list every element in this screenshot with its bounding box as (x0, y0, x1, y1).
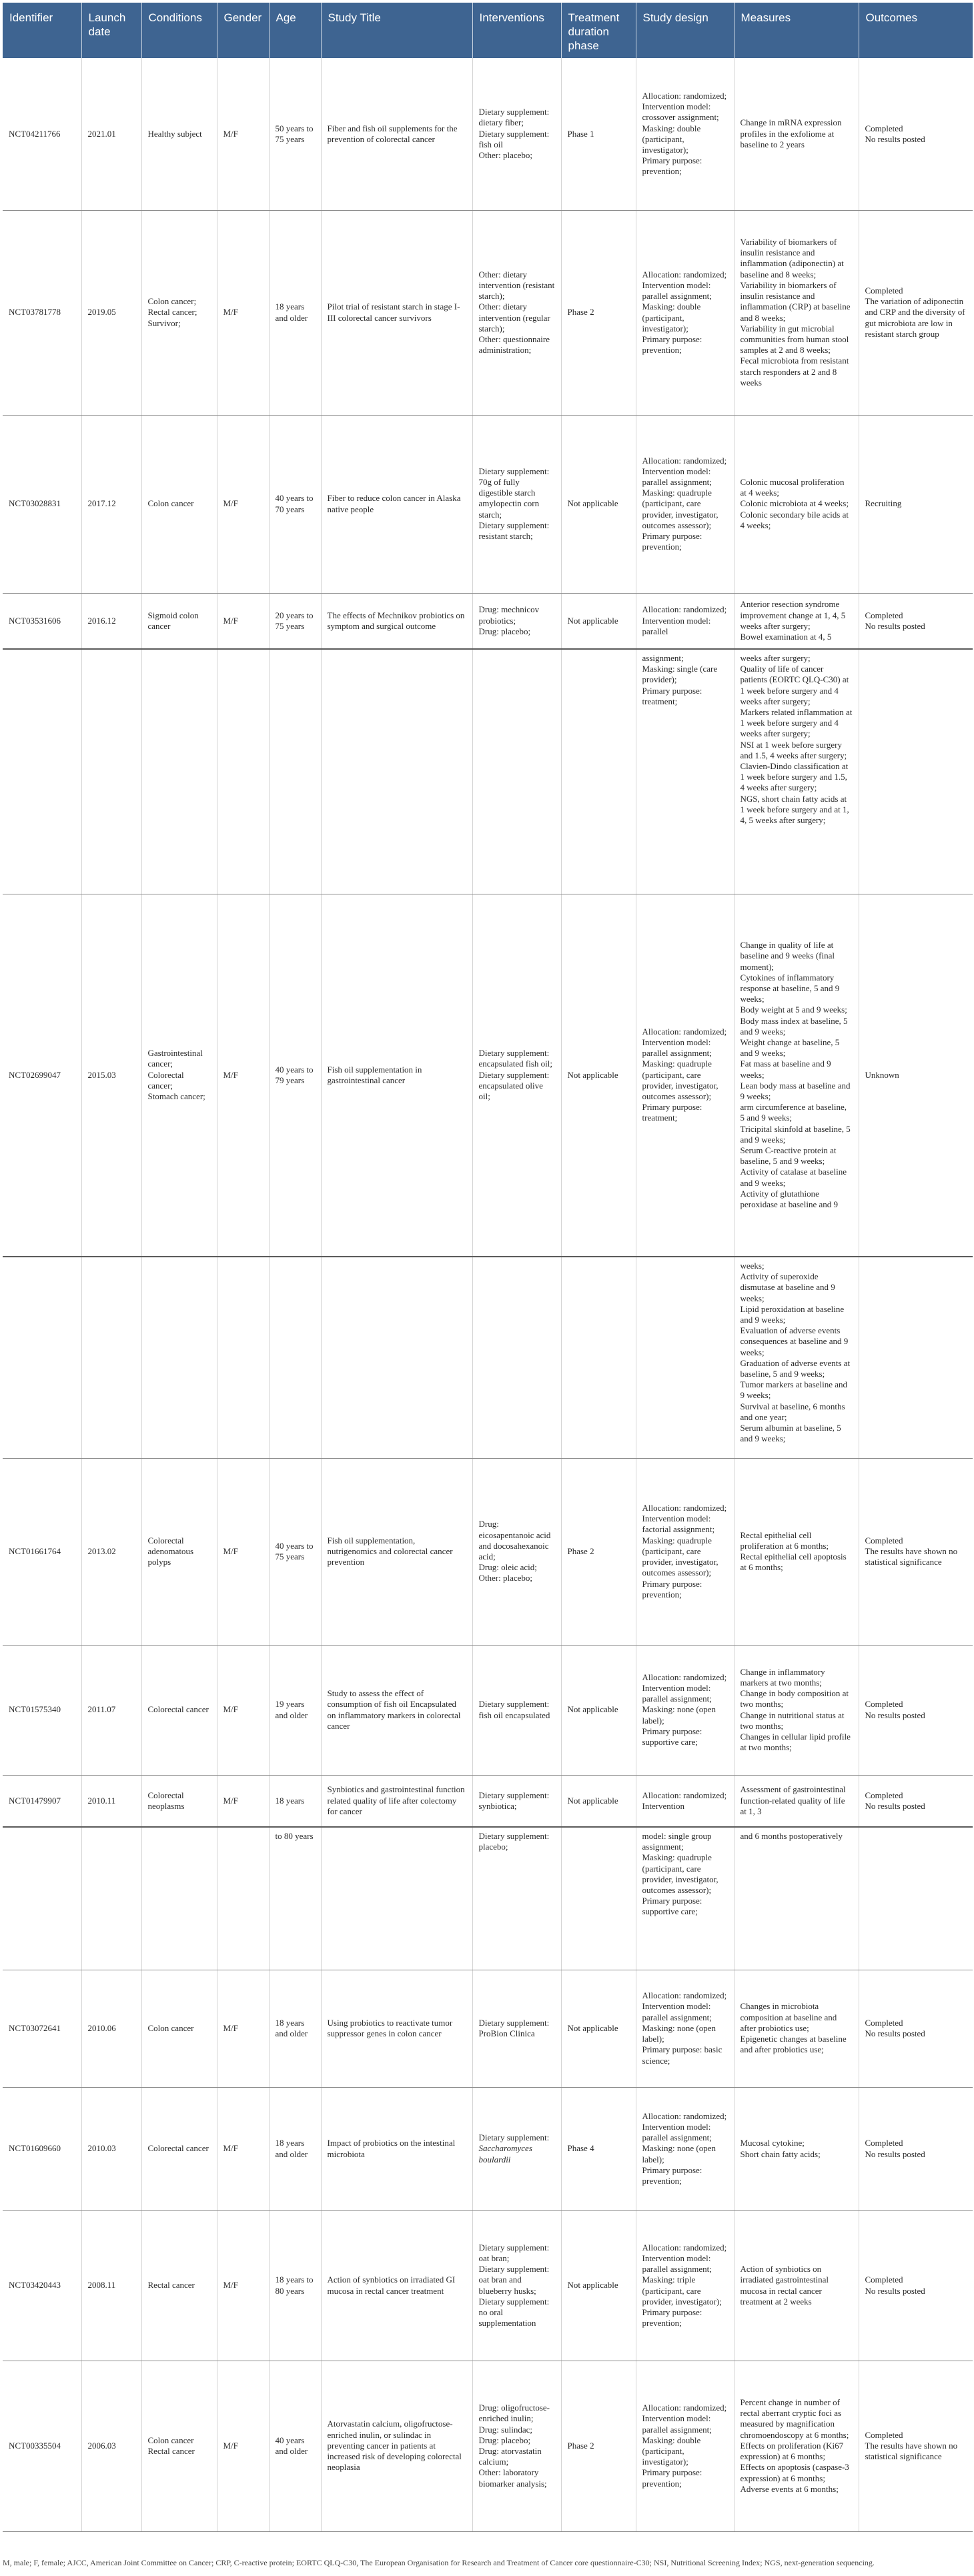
cell-outcomes: Completed No results posted (859, 593, 973, 649)
cell-launch-date: 2015.03 (81, 894, 141, 1257)
cell-outcomes: Completed No results posted (859, 58, 973, 210)
cell-study-design: Allocation: randomized; Intervention model: factorial assignment; Masking: quadruple (participant, care provider, investigator, outcomes assessor); Primary purpose: prevention; (636, 1458, 734, 1645)
cell-launch-date (81, 1257, 141, 1458)
cell-conditions: Colon cancer; Rectal cancer; Survivor; (141, 210, 217, 415)
table-row (3, 593, 973, 649)
cell-study-title (321, 649, 472, 894)
cell-launch-date: 2017.12 (81, 415, 141, 593)
header-row (3, 3, 973, 58)
cell-gender: M/F (217, 2210, 269, 2361)
cell-study-design: Allocation: randomized; Intervention model: crossover assignment; Masking: double (participant, investigator); Primary purpose: prevention; (636, 58, 734, 210)
cell-phase: Phase 1 (561, 58, 636, 210)
cell-conditions (141, 1257, 217, 1458)
table-row (3, 210, 973, 415)
table-row (3, 1645, 973, 1775)
cell-conditions: Colorectal cancer (141, 2087, 217, 2210)
table-row (3, 894, 973, 1257)
cell-conditions: Sigmoid colon cancer (141, 593, 217, 649)
cell-gender: M/F (217, 58, 269, 210)
header-study-design: Study design (636, 3, 734, 58)
cell-outcomes: Completed No results posted (859, 1970, 973, 2087)
cell-phase: Not applicable (561, 415, 636, 593)
cell-gender: M/F (217, 2087, 269, 2210)
table-row (3, 649, 973, 894)
table-row (3, 1970, 973, 2087)
cell-study-design: Allocation: randomized; Intervention model: parallel assignment; Masking: double (participant, investigator); Primary purpose: prevention; (636, 210, 734, 415)
cell-identifier: NCT01575340 (3, 1645, 81, 1775)
cell-study-title: Pilot trial of resistant starch in stage I-III colorectal cancer survivors (321, 210, 472, 415)
cell-age: 18 years and older (269, 1970, 321, 2087)
cell-age: to 80 years (269, 1827, 321, 1970)
cell-conditions: Colon cancer (141, 1970, 217, 2087)
cell-age: 20 years to 75 years (269, 593, 321, 649)
cell-launch-date: 2010.03 (81, 2087, 141, 2210)
cell-conditions: Healthy subject (141, 58, 217, 210)
cell-interventions: Other: dietary intervention (resistant starch); Other: dietary intervention (regular starch); Other: questionnaire administration; (472, 210, 561, 415)
cell-phase: Not applicable (561, 1645, 636, 1775)
cell-conditions: Colorectal adenomatous polyps (141, 1458, 217, 1645)
cell-interventions: Drug: eicosapentanoic acid and docosahexanoic acid; Drug: oleic acid; Other: placebo; (472, 1458, 561, 1645)
table-footnote: M, male; F, female; AJCC, American Joint Committee on Cancer; CRP, C-reactive protein; EORTC QLQ-C30, The European Organisation for Research and Treatment of Cancer core questionnaire-C30; NSI, Nutritional Screening Index; NGS, next-generation sequencing. (3, 2558, 875, 2567)
cell-interventions: Dietary supplement: placebo; (472, 1827, 561, 1970)
cell-age: 40 years and older (269, 2361, 321, 2531)
cell-age: 18 years (269, 1775, 321, 1827)
cell-age: 40 years to 79 years (269, 894, 321, 1257)
cell-launch-date: 2006.03 (81, 2361, 141, 2531)
cell-identifier: NCT03072641 (3, 1970, 81, 2087)
cell-gender: M/F (217, 1645, 269, 1775)
cell-phase (561, 1827, 636, 1970)
cell-outcomes (859, 649, 973, 894)
cell-gender: M/F (217, 415, 269, 593)
cell-measures: Action of synbiotics on irradiated gastrointestinal mucosa in rectal cancer treatment at 2 weeks (734, 2210, 859, 2361)
cell-identifier: NCT01661764 (3, 1458, 81, 1645)
cell-interventions: Dietary supplement: 70g of fully digestible starch amylopectin corn starch; Dietary supplement: resistant starch; (472, 415, 561, 593)
cell-interventions: Dietary supplement: encapsulated fish oil; Dietary supplement: encapsulated olive oil; (472, 894, 561, 1257)
cell-study-design (636, 1257, 734, 1458)
clinical-trials-table (3, 3, 973, 2532)
cell-interventions: Drug: oligofructose-enriched inulin; Drug: sulindac; Drug: placebo; Drug: atorvastatin calcium; Other: laboratory biomarker analysis; (472, 2361, 561, 2531)
cell-interventions: Dietary supplement: synbiotica; (472, 1775, 561, 1827)
cell-study-title: Fiber to reduce colon cancer in Alaska native people (321, 415, 472, 593)
cell-study-design: Allocation: randomized; Intervention model: parallel (636, 593, 734, 649)
cell-conditions (141, 649, 217, 894)
cell-phase: Not applicable (561, 593, 636, 649)
cell-gender: M/F (217, 210, 269, 415)
cell-interventions: Drug: mechnicov probiotics; Drug: placebo; (472, 593, 561, 649)
cell-study-title: Fiber and fish oil supplements for the prevention of colorectal cancer (321, 58, 472, 210)
cell-outcomes (859, 1827, 973, 1970)
cell-phase: Phase 2 (561, 2361, 636, 2531)
table-container (3, 3, 973, 2532)
cell-phase: Phase 2 (561, 1458, 636, 1645)
cell-measures: Change in inflammatory markers at two months; Change in body composition at two months; Change in nutritional status at two months; Changes in cellular lipid profile at two months; (734, 1645, 859, 1775)
cell-identifier (3, 649, 81, 894)
header-study-title: Study Title (321, 3, 472, 58)
header-outcomes: Outcomes (859, 3, 973, 58)
cell-launch-date (81, 1827, 141, 1970)
cell-outcomes: Completed No results posted (859, 2087, 973, 2210)
cell-study-title: Action of synbiotics on irradiated GI mucosa in rectal cancer treatment (321, 2210, 472, 2361)
cell-study-title: Fish oil supplementation in gastrointestinal cancer (321, 894, 472, 1257)
cell-phase: Not applicable (561, 1970, 636, 2087)
intervention-species: Saccharomyces boulardii (478, 2143, 532, 2164)
cell-age: 40 years to 75 years (269, 1458, 321, 1645)
cell-gender: M/F (217, 2361, 269, 2531)
cell-launch-date: 2010.11 (81, 1775, 141, 1827)
cell-interventions: Dietary supplement: dietary fiber; Dietary supplement: fish oil Other: placebo; (472, 58, 561, 210)
cell-launch-date: 2016.12 (81, 593, 141, 649)
cell-launch-date (81, 649, 141, 894)
cell-study-title: Impact of probiotics on the intestinal microbiota (321, 2087, 472, 2210)
cell-measures: and 6 months postoperatively (734, 1827, 859, 1970)
cell-conditions: Rectal cancer (141, 2210, 217, 2361)
intervention-type: Dietary supplement: (478, 2132, 550, 2143)
cell-interventions (472, 649, 561, 894)
table-row (3, 1257, 973, 1458)
cell-study-design: Allocation: randomized; Intervention model: parallel assignment; Masking: quadruple (participant, care provider, investigator, outcomes assessor); Primary purpose: treatment; (636, 894, 734, 1257)
cell-measures: Change in quality of life at baseline and 9 weeks (final moment); Cytokines of inflammatory response at baseline, 5 and 9 weeks; Body weight at 5 and 9 weeks; Body mass index at baseline, 5 and 9 weeks; Weight change at baseline, 5 and 9 weeks; Fat mass at baseline and 9 weeks; Lean body mass at baseline and 9 weeks; arm circumference at baseline, 5 and 9 weeks; Tricipital skinfold at baseline, 5 and 9 weeks; Serum C-reactive protein at baseline, 5 and 9 weeks; Activity of catalase at baseline and 9 weeks; Activity of glutathione peroxidase at baseline and 9 (734, 894, 859, 1257)
cell-study-design: Allocation: randomized; Intervention model: parallel assignment; Masking: triple (participant, care provider, investigator); Primary purpose: prevention; (636, 2210, 734, 2361)
cell-measures: Variability of biomarkers of insulin resistance and inflammation (adiponectin) at baseline and 8 weeks; Variability in biomarkers of insulin resistance and inflammation (CRP) at baseline and 8 weeks; Variability in gut microbial communities from human stool samples at 2 and 8 weeks; Fecal microbiota from resistant starch responders at 2 and 8 weeks (734, 210, 859, 415)
cell-outcomes: Completed The results have shown no statistical significance (859, 1458, 973, 1645)
cell-identifier: NCT04211766 (3, 58, 81, 210)
cell-conditions: Colon cancer Rectal cancer (141, 2361, 217, 2531)
cell-interventions: Dietary supplement: oat bran; Dietary supplement: oat bran and blueberry husks; Dietary supplement: no oral supplementation (472, 2210, 561, 2361)
cell-study-design: Allocation: randomized; Intervention model: parallel assignment; Masking: none (open label); Primary purpose: basic science; (636, 1970, 734, 2087)
cell-study-title: Fish oil supplementation, nutrigenomics and colorectal cancer prevention (321, 1458, 472, 1645)
cell-outcomes: Completed The variation of adiponectin and CRP and the diversity of gut microbiota are low in resistant starch group (859, 210, 973, 415)
table-row (3, 1827, 973, 1970)
cell-phase (561, 1257, 636, 1458)
cell-identifier (3, 1257, 81, 1458)
cell-gender: M/F (217, 593, 269, 649)
cell-phase: Phase 4 (561, 2087, 636, 2210)
cell-measures: Colonic mucosal proliferation at 4 weeks; Colonic microbiota at 4 weeks; Colonic secondary bile acids at 4 weeks; (734, 415, 859, 593)
cell-study-title: Study to assess the effect of consumption of fish oil Encapsulated on inflammatory markers in colorectal cancer (321, 1645, 472, 1775)
cell-study-title: Atorvastatin calcium, oligofructose-enriched inulin, or sulindac in preventing cancer in patients at increased risk of developing colorectal neoplasia (321, 2361, 472, 2531)
cell-gender (217, 1257, 269, 1458)
cell-interventions: Dietary supplement: fish oil encapsulated (472, 1645, 561, 1775)
cell-phase: Not applicable (561, 894, 636, 1257)
cell-measures: Mucosal cytokine; Short chain fatty acids; (734, 2087, 859, 2210)
cell-outcomes: Recruiting (859, 415, 973, 593)
cell-launch-date: 2010.06 (81, 1970, 141, 2087)
cell-gender: M/F (217, 1970, 269, 2087)
cell-study-title (321, 1257, 472, 1458)
cell-outcomes: Completed No results posted (859, 1645, 973, 1775)
table-row (3, 2361, 973, 2531)
cell-measures: Changes in microbiota composition at baseline and after probiotics use; Epigenetic changes at baseline and after probiotics use; (734, 1970, 859, 2087)
cell-measures: Rectal epithelial cell proliferation at 6 months; Rectal epithelial cell apoptosis at 6 months; (734, 1458, 859, 1645)
header-gender: Gender (217, 3, 269, 58)
table-row (3, 415, 973, 593)
cell-age: 18 years to 80 years (269, 2210, 321, 2361)
cell-study-design: model: single group assignment; Masking: quadruple (participant, care provider, investigator, outcomes assessor); Primary purpose: supportive care; (636, 1827, 734, 1970)
cell-interventions: Dietary supplement: ProBion Clinica (472, 1970, 561, 2087)
table-row (3, 2087, 973, 2210)
cell-conditions (141, 1827, 217, 1970)
cell-phase: Phase 2 (561, 210, 636, 415)
cell-age: 50 years to 75 years (269, 58, 321, 210)
cell-measures: Assessment of gastrointestinal function-related quality of life at 1, 3 (734, 1775, 859, 1827)
table-row (3, 1775, 973, 1827)
cell-study-title: Synbiotics and gastrointestinal function related quality of life after colectomy for cancer (321, 1775, 472, 1827)
cell-gender (217, 649, 269, 894)
cell-measures: weeks; Activity of superoxide dismutase at baseline and 9 weeks; Lipid peroxidation at baseline and 9 weeks; Evaluation of adverse events consequences at baseline and 9 weeks; Graduation of adverse events at baseline, 5 and 9 weeks; Tumor markers at baseline and 9 weeks; Survival at baseline, 6 months and one year; Serum albumin at baseline, 5 and 9 weeks; (734, 1257, 859, 1458)
header-interventions: Interventions (472, 3, 561, 58)
cell-outcomes: Completed No results posted (859, 2210, 973, 2361)
cell-measures: weeks after surgery; Quality of life of cancer patients (EORTC QLQ-C30) at 1 week before surgery and 4 weeks after surgery; Markers related inflammation at 1 week before surgery and 4 weeks after surgery; NSI at 1 week before surgery and 1.5, 4 weeks after surgery; Clavien-Dindo classification at 1 week before surgery and 1.5, 4 weeks after surgery; NGS, short chain fatty acids at 1 week before surgery and at 1, 4, 5 weeks after surgery; (734, 649, 859, 894)
header-conditions: Conditions (141, 3, 217, 58)
cell-study-title: The effects of Mechnikov probiotics on symptom and surgical outcome (321, 593, 472, 649)
cell-study-title (321, 1827, 472, 1970)
table-row (3, 1458, 973, 1645)
cell-identifier: NCT03420443 (3, 2210, 81, 2361)
cell-identifier: NCT00335504 (3, 2361, 81, 2531)
cell-conditions: Gastrointestinal cancer; Colorectal cancer; Stomach cancer; (141, 894, 217, 1257)
cell-outcomes (859, 1257, 973, 1458)
header-identifier: Identifier (3, 3, 81, 58)
cell-measures: Anterior resection syndrome improvement change at 1, 4, 5 weeks after surgery; Bowel examination at 4, 5 (734, 593, 859, 649)
cell-outcomes: Completed No results posted (859, 1775, 973, 1827)
header-launch-date: Launch date (81, 3, 141, 58)
header-measures: Measures (734, 3, 859, 58)
table-row (3, 2210, 973, 2361)
cell-phase: Not applicable (561, 2210, 636, 2361)
cell-launch-date: 2008.11 (81, 2210, 141, 2361)
cell-identifier (3, 1827, 81, 1970)
cell-interventions (472, 1257, 561, 1458)
cell-age: 18 years and older (269, 210, 321, 415)
cell-phase (561, 649, 636, 894)
cell-identifier: NCT02699047 (3, 894, 81, 1257)
cell-identifier: NCT03531606 (3, 593, 81, 649)
cell-age (269, 1257, 321, 1458)
cell-identifier: NCT01609660 (3, 2087, 81, 2210)
cell-identifier: NCT01479907 (3, 1775, 81, 1827)
cell-launch-date: 2011.07 (81, 1645, 141, 1775)
cell-age: 40 years to 70 years (269, 415, 321, 593)
cell-phase: Not applicable (561, 1775, 636, 1827)
cell-study-design: Allocation: randomized; Intervention model: parallel assignment; Masking: none (open label); Primary purpose: prevention; (636, 2087, 734, 2210)
cell-launch-date: 2021.01 (81, 58, 141, 210)
cell-conditions: Colon cancer (141, 415, 217, 593)
cell-study-design: Allocation: randomized; Intervention model: parallel assignment; Masking: double (participant, investigator); Primary purpose: prevention; (636, 2361, 734, 2531)
cell-measures: Percent change in number of rectal aberrant cryptic foci as measured by magnification chromoendoscopy at 6 months; Effects on proliferation (Ki67 expression) at 6 months; Effects on apoptosis (caspase-3 expression) at 6 months; Adverse events at 6 months; (734, 2361, 859, 2531)
cell-gender: M/F (217, 894, 269, 1257)
cell-gender: M/F (217, 1458, 269, 1645)
cell-conditions: Colorectal cancer (141, 1645, 217, 1775)
header-treatment-phase: Treatment duration phase (561, 3, 636, 58)
cell-study-design: assignment; Masking: single (care provider); Primary purpose: treatment; (636, 649, 734, 894)
cell-age: 19 years and older (269, 1645, 321, 1775)
cell-identifier: NCT03781778 (3, 210, 81, 415)
cell-launch-date: 2013.02 (81, 1458, 141, 1645)
cell-launch-date: 2019.05 (81, 210, 141, 415)
cell-study-title: Using probiotics to reactivate tumor suppressor genes in colon cancer (321, 1970, 472, 2087)
cell-interventions (472, 2087, 561, 2210)
cell-study-design: Allocation: randomized; Intervention model: parallel assignment; Masking: none (open label); Primary purpose: supportive care; (636, 1645, 734, 1775)
table-row (3, 58, 973, 210)
cell-identifier: NCT03028831 (3, 415, 81, 593)
cell-conditions: Colorectal neoplasms (141, 1775, 217, 1827)
cell-age (269, 649, 321, 894)
cell-outcomes: Completed The results have shown no statistical significance (859, 2361, 973, 2531)
cell-study-design: Allocation: randomized; Intervention (636, 1775, 734, 1827)
cell-measures: Change in mRNA expression profiles in the exfoliome at baseline to 2 years (734, 58, 859, 210)
cell-gender: M/F (217, 1775, 269, 1827)
cell-age: 18 years and older (269, 2087, 321, 2210)
cell-study-design: Allocation: randomized; Intervention model: parallel assignment; Masking: quadruple (participant, care provider, investigator, outcomes assessor); Primary purpose: prevention; (636, 415, 734, 593)
header-age: Age (269, 3, 321, 58)
cell-gender (217, 1827, 269, 1970)
cell-outcomes: Unknown (859, 894, 973, 1257)
